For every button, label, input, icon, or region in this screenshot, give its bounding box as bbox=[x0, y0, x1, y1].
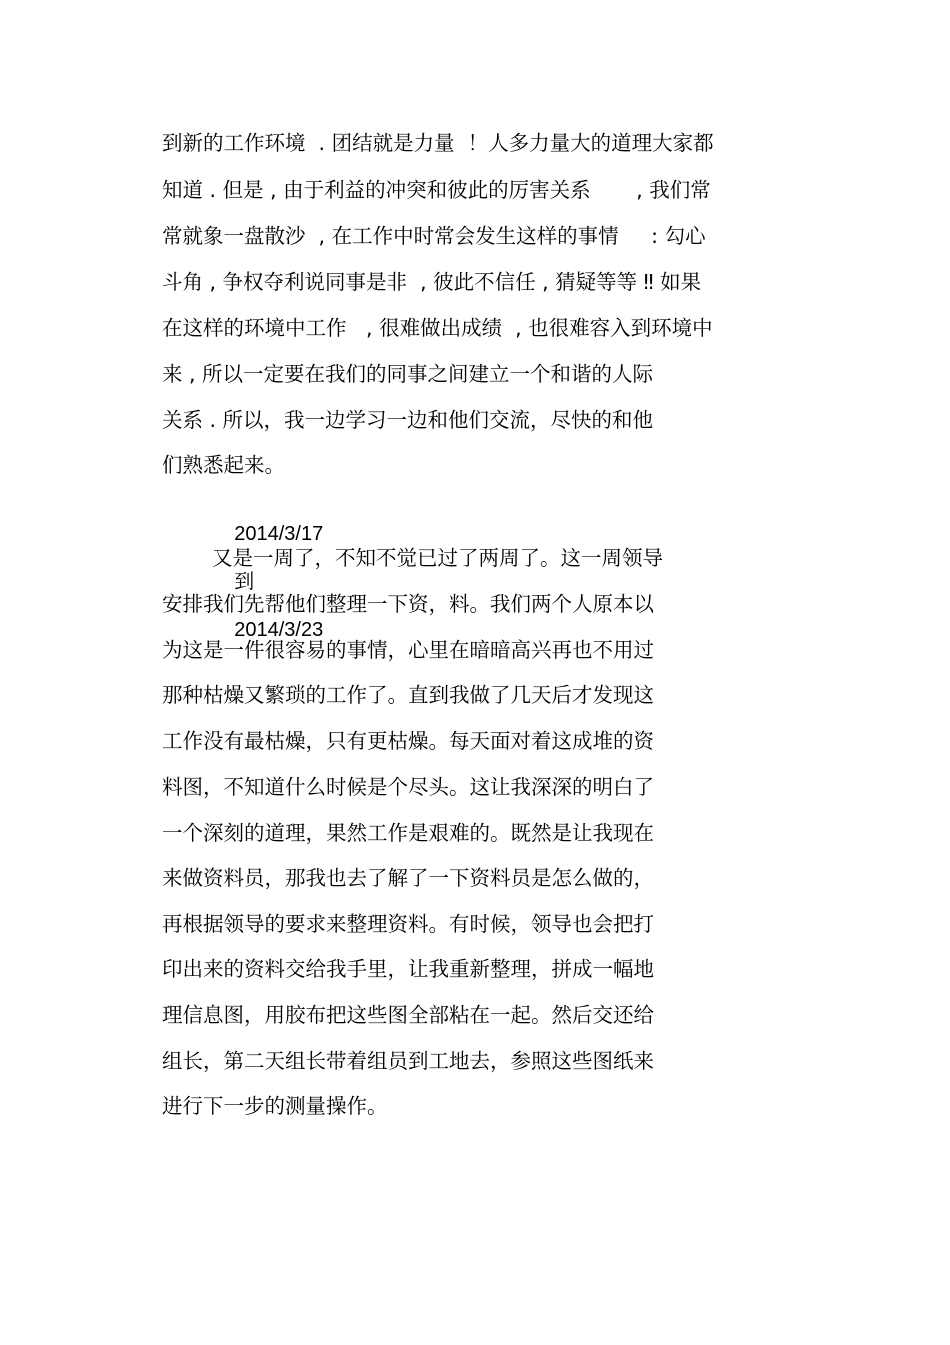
paragraph-2-line-6: 料图，不知道什么时候是个尽头。这让我深深的明白了 bbox=[162, 775, 654, 799]
paragraph-2-line-2: 安排我们先帮他们整理一下资，料。我们两个人原本以 bbox=[162, 592, 654, 616]
paragraph-1-line-5: 在这样的环境中工作 , 很难做出成绩 , 也很难容入到环境中 bbox=[162, 316, 713, 340]
paragraph-1-line-8: 们熟悉起来。 bbox=[162, 453, 285, 477]
paragraph-2-line-5: 工作没有最枯燥，只有更枯燥。每天面对着这成堆的资 bbox=[162, 729, 654, 753]
date-start: 2014/3/17 bbox=[234, 523, 324, 545]
date-separator: 到 bbox=[234, 571, 255, 593]
paragraph-1-line-6: 来 , 所以一定要在我们的同事之间建立一个和谐的人际 bbox=[162, 362, 654, 386]
paragraph-1-line-7: 关系 . 所以，我一边学习一边和他们交流，尽快的和他 bbox=[162, 408, 654, 432]
paragraph-2-line-7: 一个深刻的道理，果然工作是艰难的。既然是让我现在 bbox=[162, 821, 654, 845]
paragraph-2-line-11: 理信息图，用胶布把这些图全部粘在一起。然后交还给 bbox=[162, 1003, 654, 1027]
paragraph-1-line-1: 到新的工作环境 . 团结就是力量 ！人多力量大的道理大家都 bbox=[162, 131, 714, 155]
paragraph-2-line-10: 印出来的资料交给我手里，让我重新整理，拼成一幅地 bbox=[162, 957, 654, 981]
paragraph-2-line-3: 为这是一件很容易的事情，心里在暗暗高兴再也不用过 bbox=[162, 638, 654, 662]
paragraph-1-line-2: 知道 . 但是 , 由于利益的冲突和彼此的厉害关系 , 我们常 bbox=[162, 178, 711, 202]
date-end: 2014/3/23 bbox=[234, 619, 324, 641]
paragraph-2-line-12: 组长，第二天组长带着组员到工地去，参照这些图纸来 bbox=[162, 1049, 654, 1073]
paragraph-1-line-3: 常就象一盘散沙 , 在工作中时常会发生这样的事情 : 勾心 bbox=[162, 224, 706, 248]
paragraph-2-line-4: 那种枯燥又繁琐的工作了。直到我做了几天后才发现这 bbox=[162, 683, 654, 707]
paragraph-2-line-9: 再根据领导的要求来整理资料。有时候，领导也会把打 bbox=[162, 912, 654, 936]
paragraph-1-line-4: 斗角 , 争权夺利说同事是非 , 彼此不信任 , 猜疑等等 ‼ 如果 bbox=[162, 270, 702, 294]
paragraph-2-line-1: 又是一周了，不知不觉已过了两周了。这一周领导 bbox=[212, 546, 663, 570]
paragraph-2-line-13: 进行下一步的测量操作。 bbox=[162, 1094, 388, 1118]
paragraph-2-line-8: 来做资料员，那我也去了解了一下资料员是怎么做的， bbox=[162, 866, 654, 890]
